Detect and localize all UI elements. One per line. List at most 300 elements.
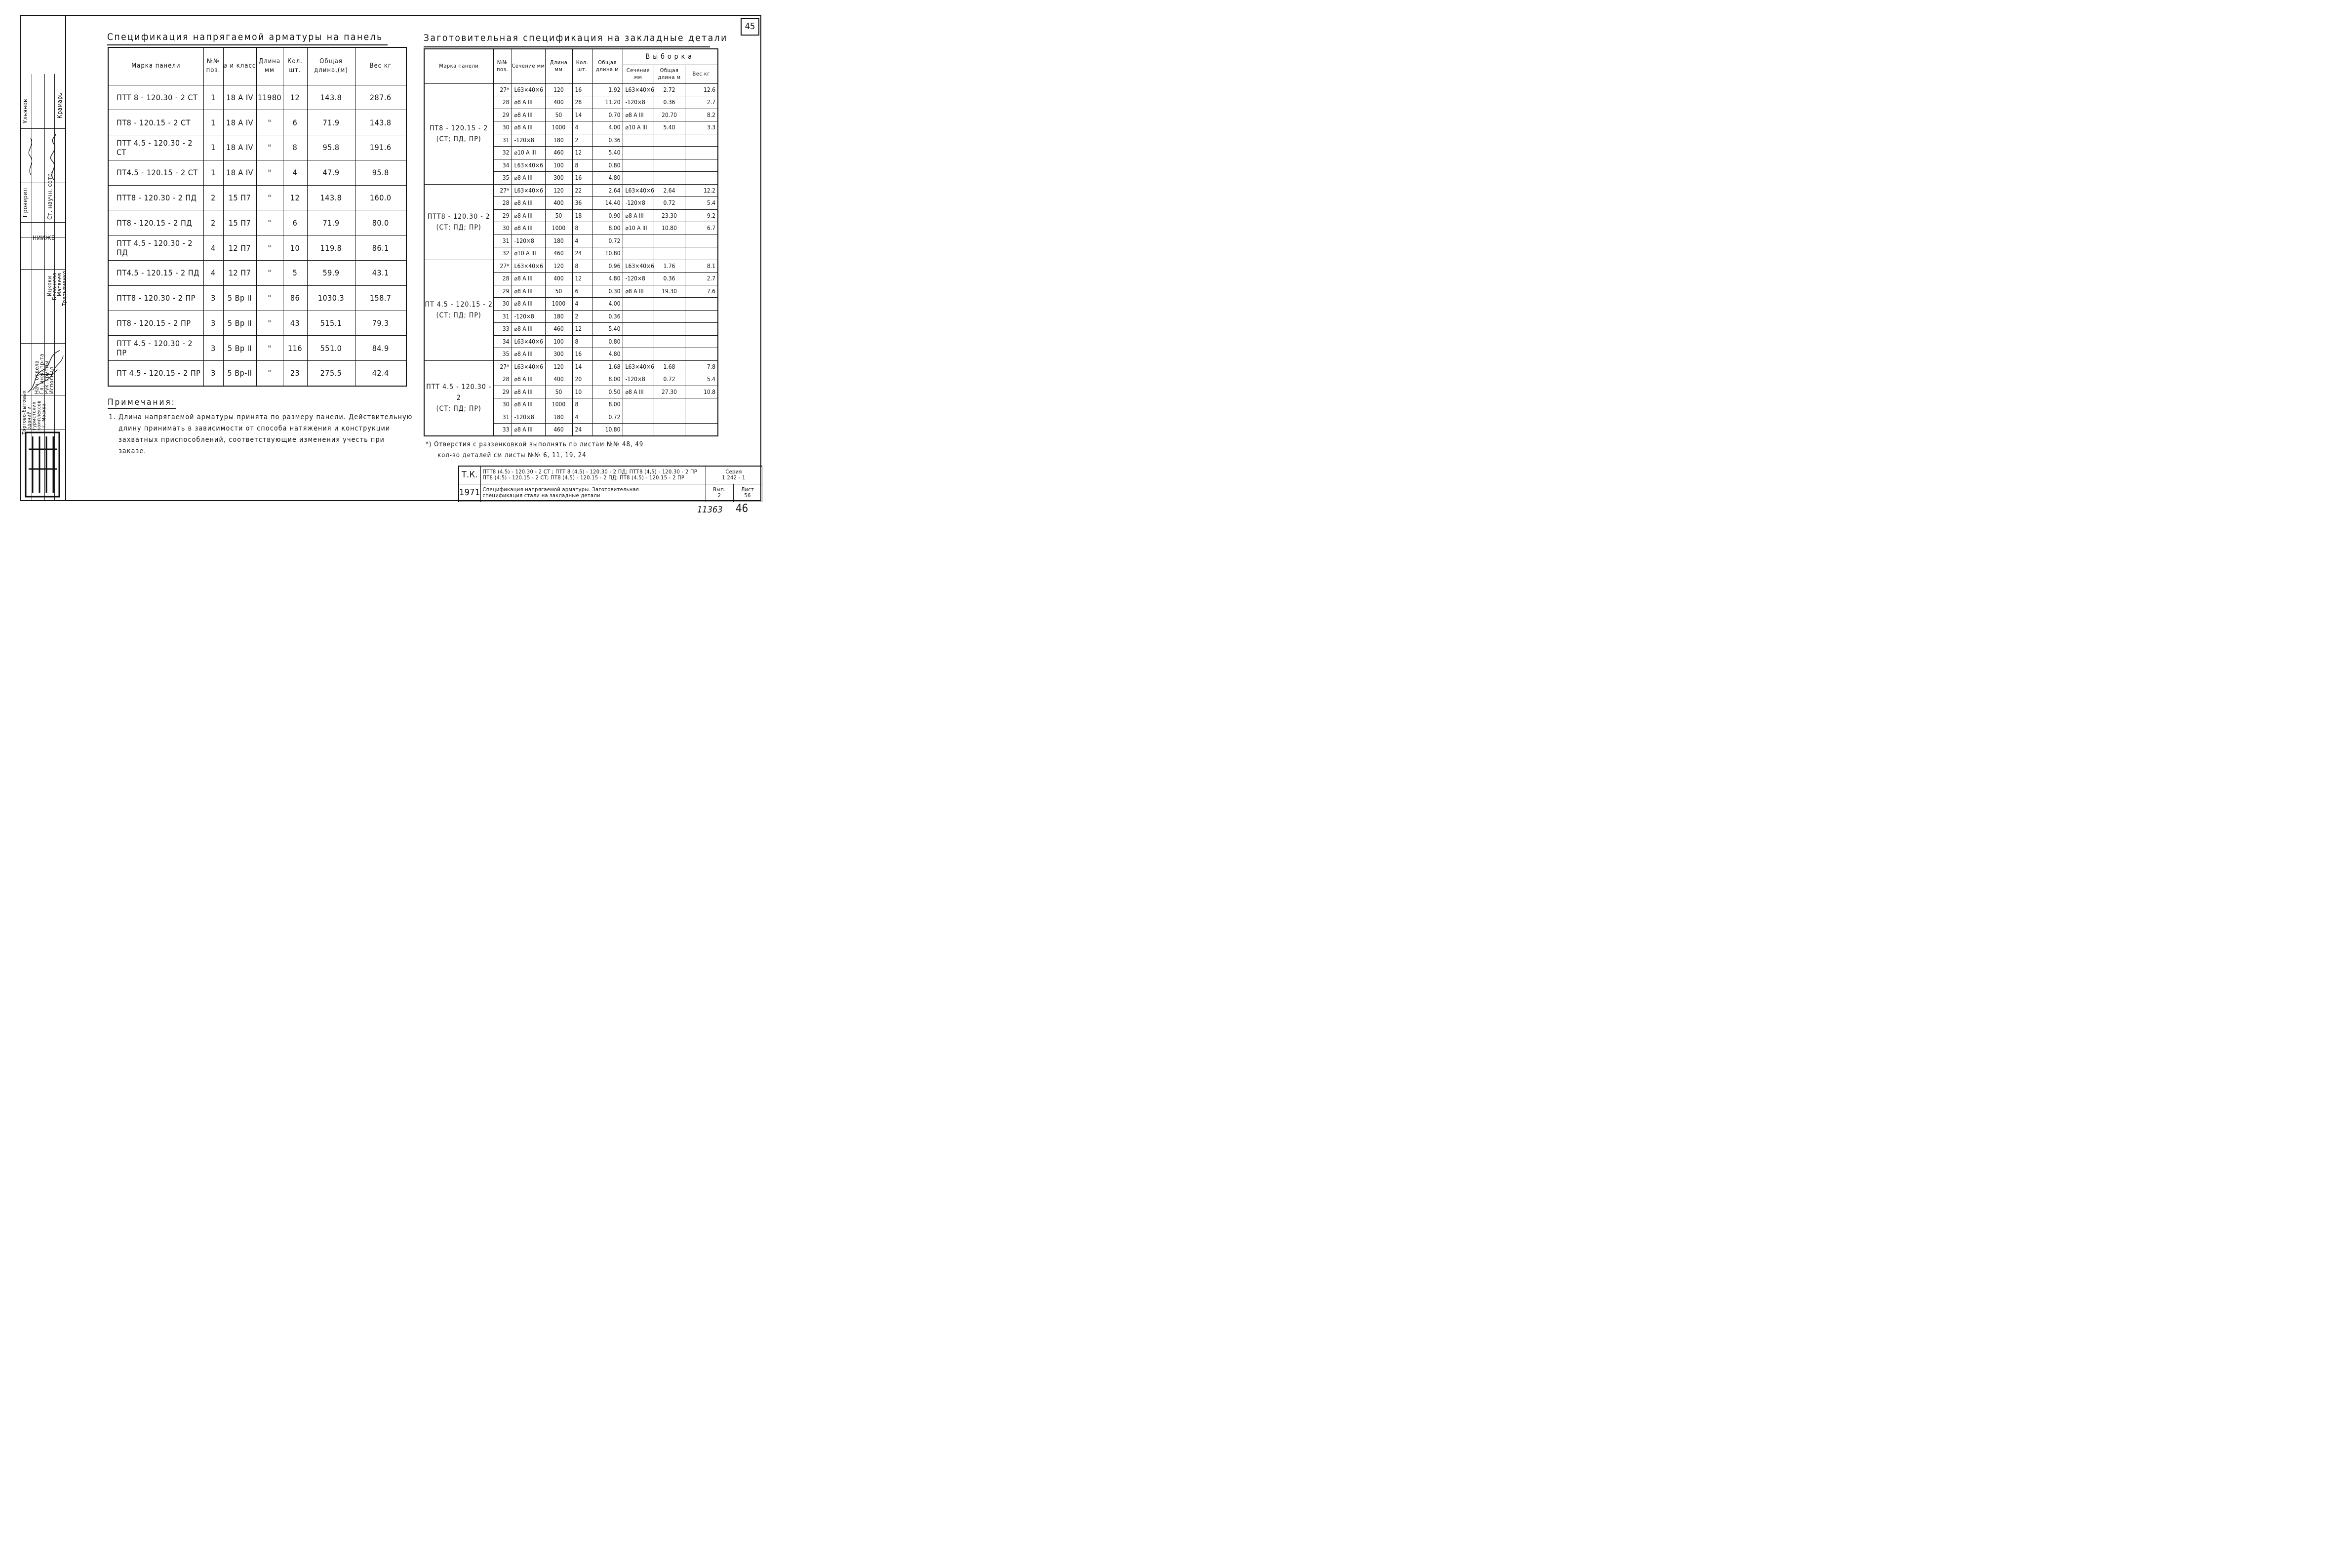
col-header-length: Длина мм	[545, 49, 572, 83]
cell-v-total: 5.40	[654, 121, 685, 134]
cell-pos: 31	[493, 411, 512, 424]
cell-v-total: 0.72	[654, 197, 685, 210]
cell-pos: 3	[203, 336, 223, 361]
cell-section: ⌀8 А III	[512, 298, 545, 311]
stamp-role-4: Нач. отдела	[34, 360, 40, 394]
cell-diameter: 5 Вр II	[223, 285, 256, 311]
cell-pos: 2	[203, 210, 223, 235]
col-header-qty: Кол. шт.	[572, 49, 592, 83]
cell-v-weight	[685, 172, 718, 185]
cell-weight: 160.0	[355, 185, 406, 210]
cell-pos: 3	[203, 361, 223, 386]
cell-qty: 14	[572, 360, 592, 373]
right-title-underline	[424, 46, 710, 47]
cell-diameter: 12 П7	[223, 261, 256, 286]
cell-qty: 12	[572, 147, 592, 159]
cell-length: 120	[545, 83, 572, 96]
tsniiep-logo	[23, 430, 62, 499]
cell-v-weight: 12.2	[685, 184, 718, 197]
cell-pos: 35	[493, 172, 512, 185]
cell-v-section: ⌀8 А III	[623, 386, 654, 398]
cell-section: ⌀8 А III	[512, 109, 545, 121]
cell-v-total	[654, 298, 685, 311]
cell-qty: 24	[572, 247, 592, 260]
col-header-v-total: Общая длина м	[654, 65, 685, 83]
cell-v-weight: 8.2	[685, 109, 718, 121]
table-row	[108, 185, 406, 210]
cell-v-weight: 5.4	[685, 197, 718, 210]
signature-1	[44, 133, 64, 183]
col-header-panel-mark: Марка панели	[424, 49, 493, 83]
cell-v-weight	[685, 147, 718, 159]
cell-qty: 86	[283, 285, 307, 311]
cell-qty: 4	[572, 411, 592, 424]
cell-total-length: 1030.3	[307, 285, 355, 311]
table-row	[108, 235, 406, 261]
stamp-name-5: Матвеев	[56, 273, 63, 296]
footnote-line-2: кол-во деталей см листы №№ 6, 11, 19, 24	[437, 452, 587, 459]
stamp-role-5: Гл. инж. пр-та	[39, 353, 45, 394]
footnote	[426, 439, 722, 461]
cell-v-section	[623, 411, 654, 424]
cell-pos: 28	[493, 273, 512, 285]
cell-total-length: 0.90	[592, 209, 623, 222]
cell-qty: 4	[572, 235, 592, 247]
cell-section: ⌀8 А III	[512, 373, 545, 386]
cell-v-total	[654, 323, 685, 336]
cell-mark: ПТТ 4.5 - 120.30 - 2 СТ	[108, 135, 203, 160]
cell-v-weight	[685, 424, 718, 436]
cell-length: 460	[545, 424, 572, 436]
col-header-vyborka: Выборка	[623, 49, 718, 65]
cell-total-length: 4.00	[592, 121, 623, 134]
col-header-v-weight: Вес кг	[685, 65, 718, 83]
cell-total-length: 0.70	[592, 109, 623, 121]
cell-pos: 29	[493, 209, 512, 222]
cell-qty: 8	[572, 159, 592, 172]
cell-weight: 191.6	[355, 135, 406, 160]
cell-v-section	[623, 424, 654, 436]
cell-mark: ПТ 4.5 - 120.15 - 2 ПР	[108, 361, 203, 386]
cell-length: "	[256, 285, 283, 311]
table-row	[108, 361, 406, 386]
cell-v-section: -120×8	[623, 197, 654, 210]
cell-v-section	[623, 172, 654, 185]
cell-v-weight	[685, 335, 718, 348]
cell-total-length: 11.20	[592, 96, 623, 109]
stamp-role-7: Исполнил	[48, 367, 55, 394]
cell-v-weight: 12.6	[685, 83, 718, 96]
cell-v-weight	[685, 159, 718, 172]
cell-panel-mark	[424, 184, 493, 260]
cell-qty: 116	[283, 336, 307, 361]
description-line-1: Спецификация напрягаемой арматуры. Заготовительная	[482, 486, 639, 493]
cell-qty: 43	[283, 311, 307, 336]
cell-v-section	[623, 134, 654, 147]
embedded-parts-table	[424, 48, 718, 436]
cell-qty: 16	[572, 348, 592, 361]
cell-v-weight: 5.4	[685, 373, 718, 386]
cell-total-length: 143.8	[307, 85, 355, 110]
cell-diameter: 18 А IV	[223, 160, 256, 185]
issue-label: Вып.	[713, 486, 726, 493]
cell-total-length: 1.92	[592, 83, 623, 96]
stamp-org-2: зданий и	[27, 406, 32, 430]
sheet-number: 45	[741, 18, 759, 36]
title-block	[458, 466, 762, 502]
cell-v-total	[654, 310, 685, 323]
cell-v-weight: 3.3	[685, 121, 718, 134]
cell-total-length: 0.36	[592, 310, 623, 323]
cell-qty: 8	[283, 135, 307, 160]
cell-panel-mark	[424, 260, 493, 360]
cell-pos: 3	[203, 285, 223, 311]
right-table-body	[424, 83, 718, 436]
cell-weight: 79.3	[355, 311, 406, 336]
cell-v-weight	[685, 235, 718, 247]
cell-qty: 10	[572, 386, 592, 398]
stamp-name-6: Третьяченко	[61, 271, 68, 306]
cell-mark: ПТТ 4.5 - 120.30 - 2 ПР	[108, 336, 203, 361]
cell-diameter: 15 П7	[223, 185, 256, 210]
cell-total-length: 4.80	[592, 273, 623, 285]
cell-section: ⌀8 А III	[512, 398, 545, 411]
cell-total-length: 0.30	[592, 285, 623, 298]
cell-v-section	[623, 159, 654, 172]
cell-length: "	[256, 261, 283, 286]
cell-mark: ПТ4.5 - 120.15 - 2 ПД	[108, 261, 203, 286]
notes	[108, 397, 414, 457]
cell-mark: ПТ4.5 - 120.15 - 2 СТ	[108, 160, 203, 185]
cell-qty: 4	[572, 121, 592, 134]
cell-length: 180	[545, 310, 572, 323]
cell-v-total	[654, 134, 685, 147]
cell-pos: 29	[493, 109, 512, 121]
col-header-section: Сечение мм	[512, 49, 545, 83]
cell-section: -120×8	[512, 235, 545, 247]
cell-v-total: 1.76	[654, 260, 685, 273]
cell-length: 50	[545, 109, 572, 121]
cell-section: -120×8	[512, 134, 545, 147]
series-label: Серия	[725, 469, 742, 475]
cell-section: ⌀10 А III	[512, 247, 545, 260]
cell-mark: ПТТ8 - 120.30 - 2 ПР	[108, 285, 203, 311]
cell-length: 400	[545, 273, 572, 285]
cell-section: ⌀8 А III	[512, 348, 545, 361]
cell-v-total	[654, 247, 685, 260]
cell-total-length: 71.9	[307, 110, 355, 135]
cell-pos: 28	[493, 96, 512, 109]
cell-pos: 29	[493, 386, 512, 398]
cell-section: ⌀8 А III	[512, 323, 545, 336]
cell-total-length: 8.00	[592, 222, 623, 235]
cell-v-weight: 6.7	[685, 222, 718, 235]
cell-v-total: 2.64	[654, 184, 685, 197]
cell-total-length: 515.1	[307, 311, 355, 336]
stamp-org-4: комплексов	[37, 400, 42, 431]
cell-length: 1000	[545, 298, 572, 311]
col-header-length: Длина мм	[256, 47, 283, 85]
cell-length: 1000	[545, 222, 572, 235]
left-table-title: Спецификация напрягаемой арматуры на панель	[107, 32, 383, 42]
cell-qty: 8	[572, 222, 592, 235]
cell-qty: 16	[572, 83, 592, 96]
cell-panel-mark	[424, 83, 493, 184]
col-header-pos: №№ поз.	[493, 49, 512, 83]
cell-pos: 1	[203, 160, 223, 185]
panel-mark-line-2: (СТ; ПД; ПР)	[436, 312, 481, 319]
table-row	[108, 336, 406, 361]
cell-section: ⌀10 А III	[512, 147, 545, 159]
cell-v-section: L63×40×6	[623, 83, 654, 96]
cell-panel-mark	[424, 360, 493, 436]
cell-weight: 86.1	[355, 235, 406, 261]
cell-total-length: 0.80	[592, 159, 623, 172]
cell-v-weight	[685, 411, 718, 424]
table-row	[108, 135, 406, 160]
cell-pos: 27*	[493, 260, 512, 273]
cell-pos: 30	[493, 222, 512, 235]
cell-v-weight	[685, 134, 718, 147]
cell-section: ⌀8 А III	[512, 424, 545, 436]
cell-total-length: 119.8	[307, 235, 355, 261]
cell-pos: 2	[203, 185, 223, 210]
cell-total-length: 1.68	[592, 360, 623, 373]
stamp-role-2: Ст. научн. сотр.	[46, 171, 53, 220]
cell-v-total	[654, 147, 685, 159]
cell-total-length: 59.9	[307, 261, 355, 286]
cell-pos: 27*	[493, 360, 512, 373]
cell-v-section: ⌀8 А III	[623, 285, 654, 298]
cell-v-section	[623, 147, 654, 159]
cell-v-total: 10.80	[654, 222, 685, 235]
cell-length: 50	[545, 209, 572, 222]
cell-v-weight	[685, 398, 718, 411]
cell-pos: 32	[493, 247, 512, 260]
cell-total-length: 4.80	[592, 348, 623, 361]
cell-v-weight: 7.6	[685, 285, 718, 298]
cell-total-length: 8.00	[592, 398, 623, 411]
cell-pos: 31	[493, 310, 512, 323]
cell-length: 300	[545, 172, 572, 185]
cell-pos: 3	[203, 311, 223, 336]
cell-total-length: 10.80	[592, 424, 623, 436]
cell-total-length: 2.64	[592, 184, 623, 197]
table-row	[108, 311, 406, 336]
panel-mark-line-2: (СТ; ПД; ПР)	[436, 405, 481, 413]
left-title-underline	[107, 44, 388, 45]
cell-total-length: 143.8	[307, 185, 355, 210]
cell-section: ⌀8 А III	[512, 197, 545, 210]
cell-v-section	[623, 247, 654, 260]
cell-section: ⌀8 А III	[512, 285, 545, 298]
cell-v-section: ⌀10 А III	[623, 222, 654, 235]
cell-length: 460	[545, 147, 572, 159]
cell-weight: 43.1	[355, 261, 406, 286]
cell-mark: ПТТ 8 - 120.30 - 2 СТ	[108, 85, 203, 110]
panel-mark-line-1: ПТТ 4.5 - 120.30 - 2	[426, 383, 492, 402]
cell-total-length: 95.8	[307, 135, 355, 160]
cell-v-section: ⌀8 А III	[623, 109, 654, 121]
cell-v-weight	[685, 348, 718, 361]
cell-qty: 12	[283, 185, 307, 210]
cell-length: "	[256, 210, 283, 235]
cell-diameter: 12 П7	[223, 235, 256, 261]
cell-pos: 27*	[493, 184, 512, 197]
cell-qty: 6	[283, 210, 307, 235]
cell-total-length: 10.80	[592, 247, 623, 260]
year: 1971	[459, 484, 480, 502]
cell-length: 100	[545, 159, 572, 172]
cell-weight: 143.8	[355, 110, 406, 135]
cell-v-weight: 10.8	[685, 386, 718, 398]
cell-v-section	[623, 323, 654, 336]
sheet-description	[480, 484, 706, 502]
stamp-org-5: г. Москва	[41, 403, 47, 428]
cell-v-weight: 9.2	[685, 209, 718, 222]
cell-total-length: 0.36	[592, 134, 623, 147]
cell-v-section	[623, 310, 654, 323]
drawing-sheet	[0, 0, 774, 521]
cell-pos: 34	[493, 335, 512, 348]
cell-length: 400	[545, 197, 572, 210]
col-header-total-length: Общая длина м	[592, 49, 623, 83]
panel-mark-line-1: ПТ 4.5 - 120.15 - 2	[425, 301, 493, 309]
cell-section: ⌀8 А III	[512, 386, 545, 398]
cell-v-section: -120×8	[623, 373, 654, 386]
cell-length: 400	[545, 96, 572, 109]
right-table-title: Заготовительная спецификация на закладные детали	[424, 33, 728, 43]
cell-length: 460	[545, 247, 572, 260]
cell-pos: 4	[203, 235, 223, 261]
cell-v-weight	[685, 247, 718, 260]
cell-section: -120×8	[512, 411, 545, 424]
col-header-weight: Вес кг	[355, 47, 406, 85]
table-row	[424, 260, 718, 273]
cell-v-total	[654, 172, 685, 185]
cell-qty: 4	[572, 298, 592, 311]
cell-length: 100	[545, 335, 572, 348]
stamp-divider	[65, 15, 66, 501]
cell-v-total: 23.30	[654, 209, 685, 222]
cell-total-length: 0.72	[592, 411, 623, 424]
table-row	[424, 184, 718, 197]
cell-pos: 28	[493, 197, 512, 210]
panel-marks	[480, 466, 706, 484]
col-header-pos: №№ поз.	[203, 47, 223, 85]
cell-total-length: 14.40	[592, 197, 623, 210]
panel-mark-line-2: (СТ; ПД; ПР)	[436, 223, 481, 232]
col-header-qty: Кол. шт.	[283, 47, 307, 85]
panel-mark-line-1: ПТТ8 - 120.30 - 2	[427, 212, 490, 221]
cell-v-weight: 2.7	[685, 273, 718, 285]
signature-3	[23, 346, 65, 395]
cell-pos: 28	[493, 373, 512, 386]
cell-total-length: 4.00	[592, 298, 623, 311]
cell-v-section	[623, 235, 654, 247]
cell-v-weight: 7.8	[685, 360, 718, 373]
table-row	[108, 261, 406, 286]
cell-qty: 36	[572, 197, 592, 210]
cell-qty: 16	[572, 172, 592, 185]
left-table-body	[108, 85, 406, 386]
cell-length: 120	[545, 184, 572, 197]
cell-length: 400	[545, 373, 572, 386]
cell-v-section: L63×40×6	[623, 184, 654, 197]
cell-v-total	[654, 398, 685, 411]
cell-pos: 4	[203, 261, 223, 286]
panel-marks-line-1: ПТТ8 (4.5) - 120.30 - 2 СТ ; ПТТ 8 (4.5) - 120.30 - 2 ПД; ПТТ8 (4,5) - 120.30 - 2 ПР	[482, 469, 698, 475]
notes-heading: Примечания:	[108, 397, 176, 409]
cell-v-total: 2.72	[654, 83, 685, 96]
issue-cell	[706, 484, 733, 502]
cell-length: "	[256, 185, 283, 210]
cell-qty: 14	[572, 109, 592, 121]
cell-pos: 1	[203, 85, 223, 110]
cell-pos: 30	[493, 398, 512, 411]
cell-length: "	[256, 311, 283, 336]
stamp-name-2: Крамарь	[56, 92, 63, 118]
cell-v-total: 1.68	[654, 360, 685, 373]
cell-diameter: 5 Вр-II	[223, 361, 256, 386]
cell-pos: 32	[493, 147, 512, 159]
cell-total-length: 551.0	[307, 336, 355, 361]
cell-v-weight: 8.1	[685, 260, 718, 273]
cell-section: L63×40×6	[512, 335, 545, 348]
cell-diameter: 18 А IV	[223, 135, 256, 160]
cell-length: 180	[545, 235, 572, 247]
cell-pos: 29	[493, 285, 512, 298]
cell-v-weight	[685, 310, 718, 323]
cell-weight: 95.8	[355, 160, 406, 185]
cell-section: L63×40×6	[512, 260, 545, 273]
cell-weight: 80.0	[355, 210, 406, 235]
cell-weight: 84.9	[355, 336, 406, 361]
cell-v-total	[654, 424, 685, 436]
cell-v-section: -120×8	[623, 96, 654, 109]
cell-total-length: 0.72	[592, 235, 623, 247]
col-header-diameter: ⌀ и класс	[223, 47, 256, 85]
signature-2	[24, 133, 39, 178]
cell-qty: 6	[572, 285, 592, 298]
stamp-org-3: туристских	[32, 401, 37, 431]
description-line-2: спецификация стали на закладные детали	[482, 492, 600, 499]
table-row	[108, 285, 406, 311]
cell-v-section	[623, 398, 654, 411]
cell-qty: 2	[572, 134, 592, 147]
cell-total-length: 47.9	[307, 160, 355, 185]
cell-mark: ПТТ 4.5 - 120.30 - 2 ПД	[108, 235, 203, 261]
table-row	[424, 360, 718, 373]
stamp-name-4: Белашева	[51, 272, 58, 300]
cell-section: -120×8	[512, 310, 545, 323]
col-header-v-section: Сечение мм	[623, 65, 654, 83]
cell-section: ⌀8 А III	[512, 96, 545, 109]
cell-qty: 18	[572, 209, 592, 222]
cell-length: 180	[545, 411, 572, 424]
cell-section: ⌀8 А III	[512, 222, 545, 235]
panel-mark-line-1: ПТ8 - 120.15 - 2	[430, 124, 488, 132]
stamp-name-3: Ицкоки	[46, 275, 53, 296]
cell-v-total	[654, 235, 685, 247]
cell-mark: ПТТ8 - 120.30 - 2 ПД	[108, 185, 203, 210]
col-header-mark: Марка панели	[108, 47, 203, 85]
cell-total-length: 5.40	[592, 147, 623, 159]
panel-mark-line-2: (СТ; ПД, ПР)	[436, 135, 481, 143]
cell-qty: 24	[572, 424, 592, 436]
cell-diameter: 15 П7	[223, 210, 256, 235]
cell-v-section: ⌀8 А III	[623, 209, 654, 222]
